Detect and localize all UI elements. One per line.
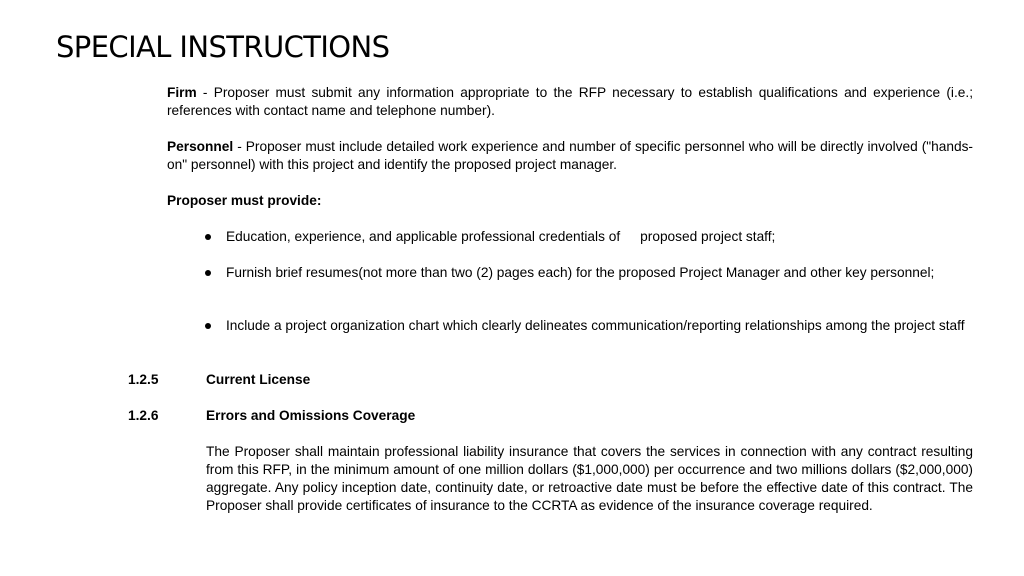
personnel-text: - Proposer must include detailed work experience and number of specific personnel who will be directly involved ("hands-on" personnel) with this project and identify the proposed project manager.	[167, 139, 973, 172]
list-item	[205, 264, 973, 282]
firm-label: Firm	[167, 85, 197, 100]
bullet-text: Education, experience, and applicable professional credentials of	[226, 229, 621, 244]
bullet-text-continued: proposed project staff;	[640, 229, 776, 244]
bullet-icon	[205, 270, 211, 276]
section-title: Current License	[206, 372, 311, 387]
section-title: Errors and Omissions Coverage	[206, 408, 416, 423]
bullet-list	[205, 264, 973, 282]
bullet-text: Furnish brief resumes(not more than two (2) pages each) for the proposed Project Manager and other key personnel;	[226, 265, 935, 280]
section-number: 1.2.6	[128, 408, 159, 423]
firm-paragraph	[167, 84, 973, 120]
firm-text: - Proposer must submit any information appropriate to the RFP necessary to establish qualifications and experience (i.e.; references with contact name and telephone number).	[167, 85, 973, 118]
bullet-list	[205, 228, 973, 246]
insurance-paragraph: The Proposer shall maintain professional liability insurance that covers the services in connection with any contract resulting from this RFP, in the minimum amount of one million dollars ($1,000,000) per occurrence and two millions dollars ($2,000,000) aggregate. Any policy inception date, continuity date, or retroactive date must be before the effective date of this contract. The Proposer shall provide certificates of insurance to the CCRTA as evidence of the insurance coverage required.	[206, 444, 973, 513]
personnel-label: Personnel	[167, 139, 234, 154]
bullet-icon	[205, 234, 211, 240]
bullet-icon	[205, 323, 211, 329]
proposer-must-provide-heading: Proposer must provide:	[167, 193, 322, 208]
list-item	[205, 317, 973, 335]
slide-title: SPECIAL INSTRUCTIONS	[56, 30, 390, 64]
personnel-paragraph	[167, 138, 973, 174]
section-number: 1.2.5	[128, 372, 159, 387]
bullet-list	[205, 317, 973, 335]
bullet-text: Include a project organization chart which clearly delineates communication/reporting relationships among the project staff	[226, 318, 965, 333]
list-item	[205, 228, 973, 246]
